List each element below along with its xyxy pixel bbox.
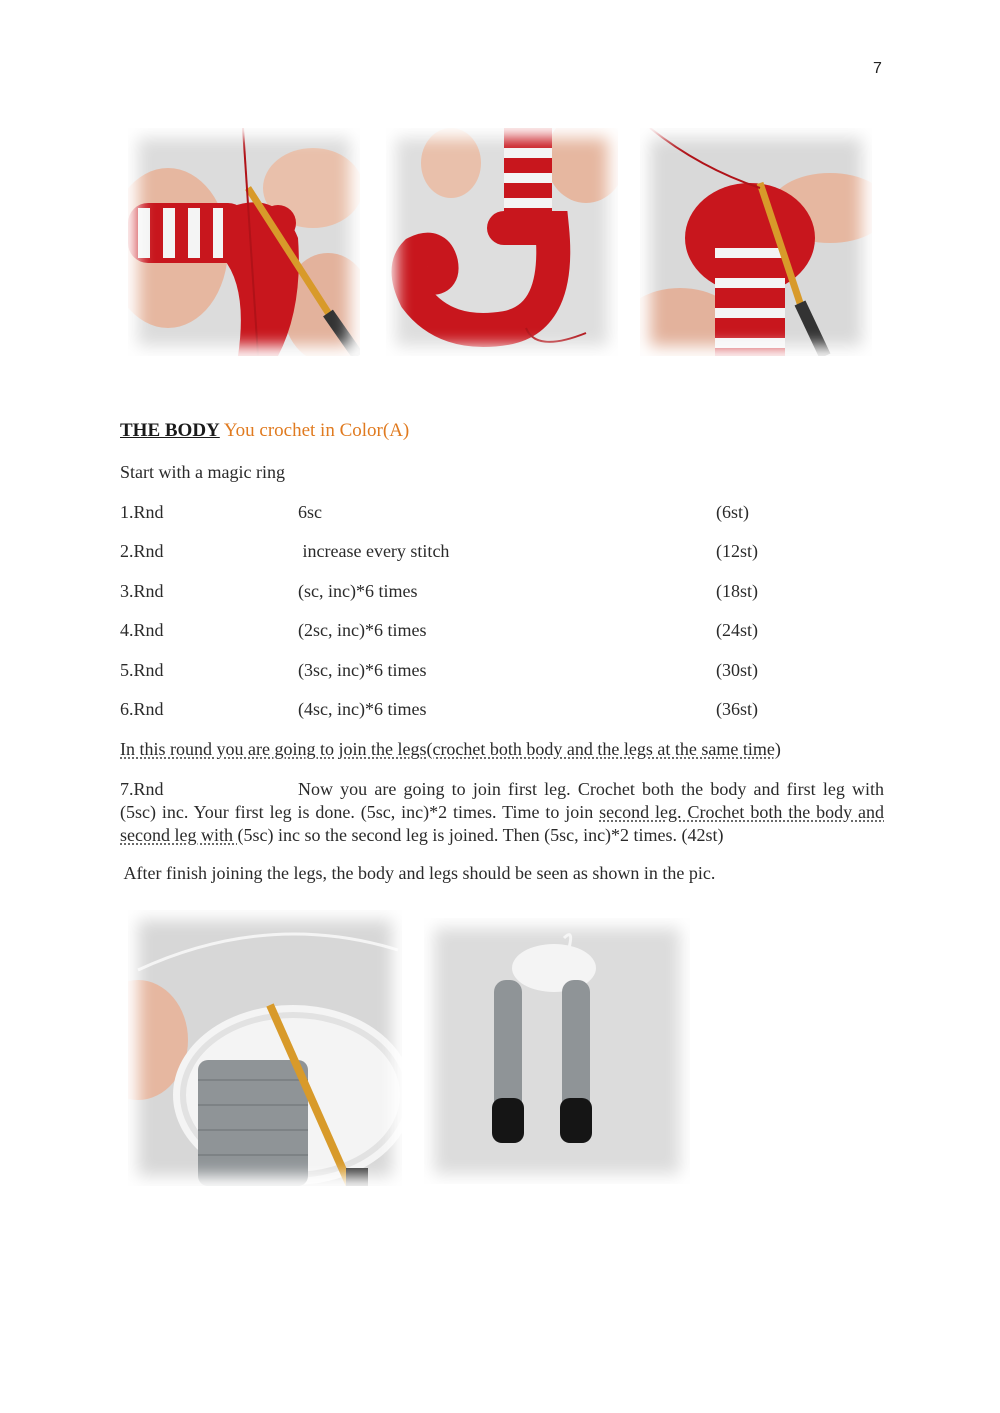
round-7-part1: Now you are going to join first leg. Crochet both the body and first leg with (5sc) inc. Your first leg is done. (5sc, inc)*2 times. Time to join	[120, 779, 884, 822]
round-7-paragraph	[120, 778, 884, 847]
round-1-instruction: 6sc	[298, 502, 322, 522]
after-note: After finish joining the legs, the body and legs should be seen as shown in the pic.	[120, 863, 716, 883]
round-6-count: (36st)	[716, 699, 758, 719]
photo-grey-leg-joining	[128, 910, 402, 1186]
round-4-label: 4.Rnd	[120, 620, 164, 640]
round-2-count: (12st)	[716, 541, 758, 561]
red-leg-sewing-illustration	[128, 128, 360, 356]
red-curled-shoe-illustration	[386, 128, 618, 356]
round-7-label: 7.Rnd	[120, 779, 164, 799]
section-title: THE BODY	[120, 420, 220, 441]
round-6-instruction: (4sc, inc)*6 times	[298, 699, 427, 719]
round-3-instruction: (sc, inc)*6 times	[298, 581, 418, 601]
round-7-part2: second leg. Crochet both the body and second leg with	[120, 802, 884, 845]
photo-red-curled-shoe	[386, 128, 618, 356]
round-5-count: (30st)	[716, 660, 758, 680]
photo-red-leg-sewing	[128, 128, 360, 356]
round-2-label: 2.Rnd	[120, 541, 164, 561]
round-3-count: (18st)	[716, 581, 758, 601]
grey-leg-joining-illustration	[128, 910, 402, 1186]
round-4-count: (24st)	[716, 620, 758, 640]
round-4-instruction: (2sc, inc)*6 times	[298, 620, 427, 640]
join-note: In this round you are going to join the legs(crochet both body and the legs at the same time)	[120, 739, 781, 759]
section-heading	[120, 420, 409, 442]
page-number: 7	[873, 60, 882, 77]
round-2-instruction: increase every stitch	[298, 541, 450, 561]
round-7-part3: (5sc) inc so the second leg is joined. Then (5sc, inc)*2 times. (42st)	[237, 825, 724, 845]
section-subtitle-text: You crochet in Color(A)	[223, 420, 410, 441]
round-5-instruction: (3sc, inc)*6 times	[298, 660, 427, 680]
photo-red-leg-rim	[640, 128, 872, 356]
red-leg-rim-illustration	[640, 128, 872, 356]
round-3-label: 3.Rnd	[120, 581, 164, 601]
body-with-legs-illustration	[424, 918, 690, 1184]
round-6-label: 6.Rnd	[120, 699, 164, 719]
round-1-count: (6st)	[716, 502, 749, 522]
intro-text: Start with a magic ring	[120, 462, 285, 482]
round-5-label: 5.Rnd	[120, 660, 164, 680]
photo-body-with-legs	[424, 918, 690, 1184]
section-subtitle	[220, 420, 409, 441]
round-1-label: 1.Rnd	[120, 502, 164, 522]
